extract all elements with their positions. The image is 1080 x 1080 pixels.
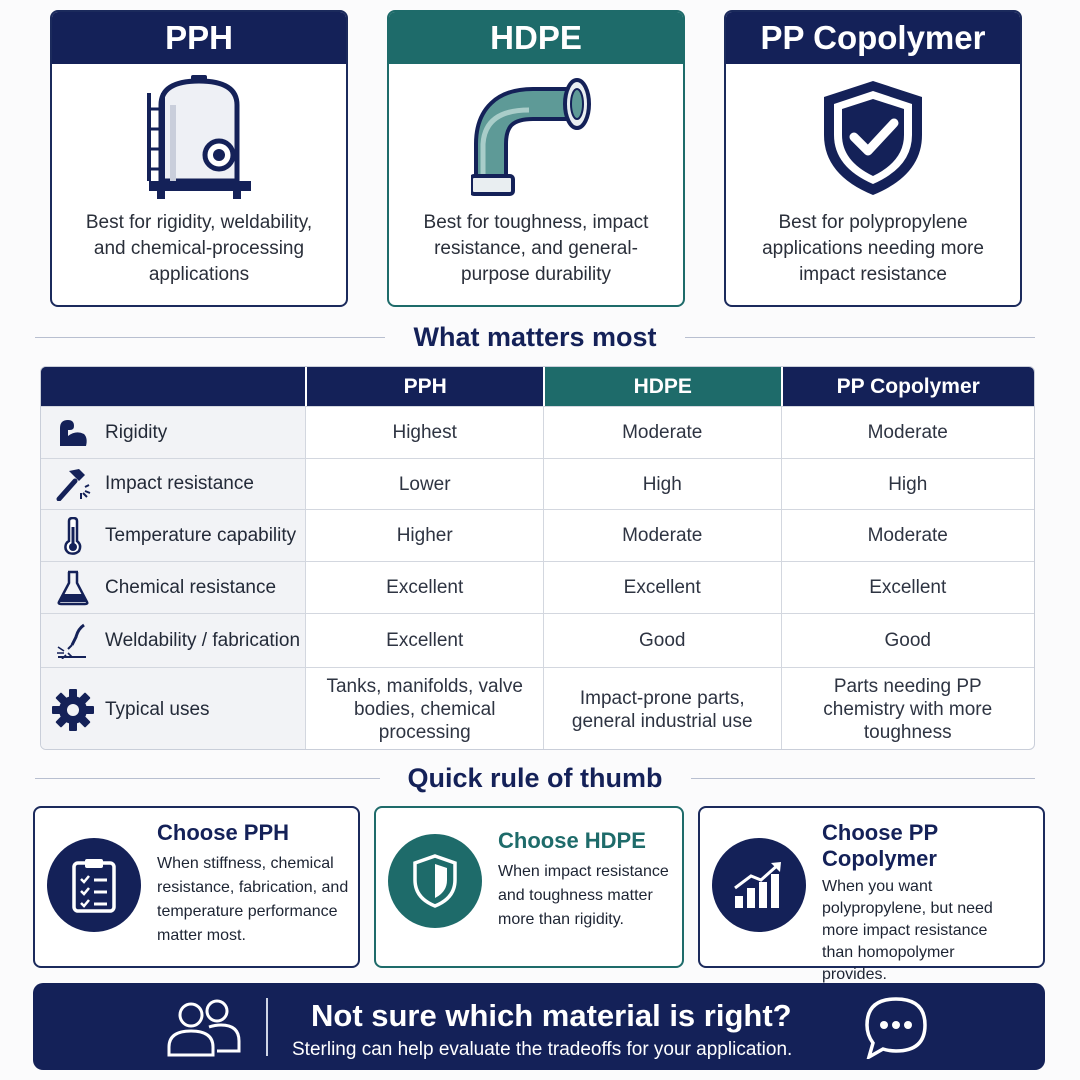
card-description: Best for toughness, impact resistance, and general-purpose durability <box>423 212 649 285</box>
welding-torch-icon <box>56 623 90 659</box>
pipe-elbow-icon <box>471 78 601 198</box>
table-cell: High <box>543 459 781 509</box>
choose-pp-copolymer-card <box>698 806 1045 983</box>
choose-hdpe-card <box>374 806 684 968</box>
clipboard-checklist-icon <box>71 857 117 913</box>
chat-bubble-icon <box>863 995 929 1059</box>
section-quick-rule <box>35 763 1035 794</box>
banner-subtitle: Sterling can help evaluate the tradeoffs for your application. <box>292 1039 793 1060</box>
help-banner <box>33 983 1045 1070</box>
card-title: PP Copolymer <box>726 12 1020 64</box>
row-label: Rigidity <box>105 421 168 443</box>
table-cell: Parts needing PP chemistry with more toughness <box>781 668 1035 750</box>
card-description: Best for rigidity, weldability, and chemical-processing applications <box>85 212 313 285</box>
table-row <box>41 406 1034 458</box>
table-cell: Lower <box>305 459 543 509</box>
tank-icon <box>139 75 259 201</box>
column-header-pph: PPH <box>305 367 543 406</box>
card-pp-copolymer <box>724 10 1022 307</box>
column-header-pp-copolymer: PP Copolymer <box>781 367 1034 406</box>
card-pph <box>50 10 348 307</box>
thermometer-icon <box>63 517 83 555</box>
choose-text: When stiffness, chemical resistance, fabrication, and temperature performance matter most. <box>157 855 349 944</box>
flexed-arm-icon <box>56 418 90 448</box>
choose-text: When impact resistance and toughness matter more than rigidity. <box>498 863 669 928</box>
section-what-matters <box>35 322 1035 353</box>
choose-cards <box>33 806 1045 983</box>
table-cell: Tanks, manifolds, valve bodies, chemical processing <box>305 668 543 750</box>
table-cell: Highest <box>305 407 543 458</box>
section-title: Quick rule of thumb <box>407 763 663 793</box>
row-label: Chemical resistance <box>105 576 277 598</box>
section-title: What matters most <box>413 322 657 352</box>
table-cell: Moderate <box>781 407 1035 458</box>
table-cell: Good <box>781 614 1035 667</box>
choose-title: Choose PPH <box>157 820 290 845</box>
table-header <box>41 367 1034 406</box>
table-cell: Moderate <box>543 510 781 561</box>
choose-title: Choose PP Copolymer <box>822 820 938 871</box>
table-cell: Excellent <box>543 562 781 613</box>
table-cell: Higher <box>305 510 543 561</box>
row-label: Impact resistance <box>105 473 254 494</box>
row-label: Typical uses <box>105 698 210 720</box>
table-cell: Moderate <box>543 407 781 458</box>
row-label: Weldability / fabrication <box>105 629 301 651</box>
card-title: PPH <box>52 12 346 64</box>
table-row <box>41 561 1034 613</box>
table-row <box>41 458 1034 509</box>
table-cell: Good <box>543 614 781 667</box>
choose-pph-card <box>33 806 360 968</box>
material-cards <box>50 10 1022 307</box>
hammer-impact-icon <box>55 467 91 501</box>
table-cell: Excellent <box>305 562 543 613</box>
choose-text: When you want polypropylene, but need more impact resistance than homopolymer provides. <box>822 878 993 983</box>
card-description: Best for polypropylene applications needing more impact resistance <box>762 212 984 285</box>
card-title: HDPE <box>389 12 683 64</box>
table-cell: High <box>781 459 1035 509</box>
growth-chart-icon <box>731 860 787 910</box>
comparison-table <box>40 366 1035 750</box>
table-row <box>41 667 1034 750</box>
banner-title: Not sure which material is right? <box>311 998 792 1033</box>
choose-title: Choose HDPE <box>498 828 646 853</box>
table-cell: Excellent <box>305 614 543 667</box>
column-header-hdpe: HDPE <box>543 367 781 406</box>
card-hdpe <box>387 10 685 307</box>
shield-check-icon <box>818 77 928 199</box>
people-icon <box>165 997 241 1057</box>
table-cell: Excellent <box>781 562 1035 613</box>
flask-icon <box>56 570 90 606</box>
table-row <box>41 509 1034 561</box>
shield-icon <box>412 854 458 908</box>
row-label: Temperature capability <box>105 524 297 546</box>
table-cell: Impact-prone parts, general industrial use <box>543 668 781 750</box>
table-row <box>41 613 1034 667</box>
table-cell: Moderate <box>781 510 1035 561</box>
gear-icon <box>51 688 95 732</box>
